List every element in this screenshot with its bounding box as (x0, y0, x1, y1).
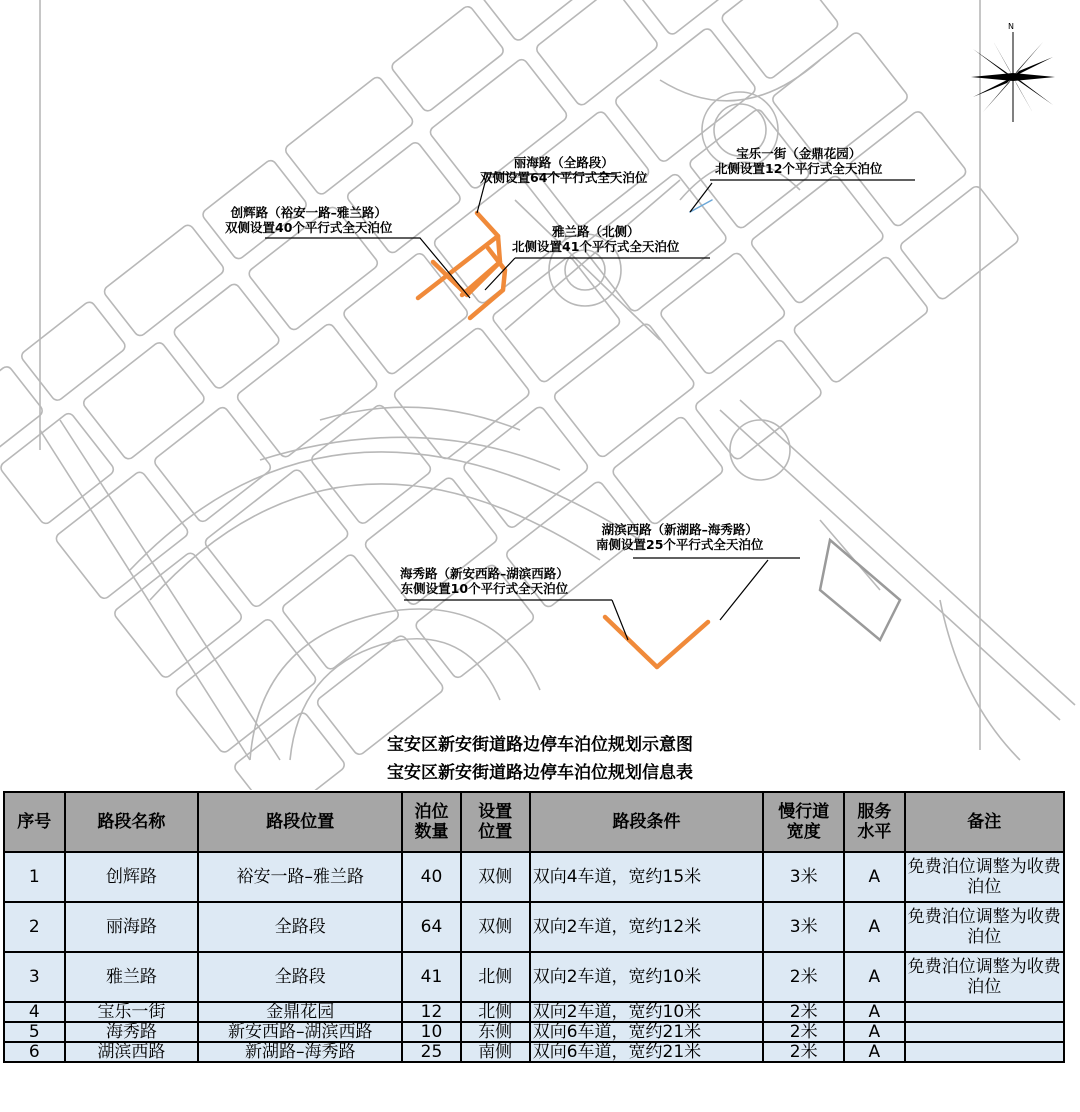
cell-road-condition: 双向6车道，宽约21米 (530, 1042, 764, 1062)
cell-index: 3 (4, 952, 65, 1002)
cell-remarks: 免费泊位调整为收费泊位 (905, 852, 1064, 902)
table-row (4, 852, 1064, 902)
callout-line1: 丽海路（全路段） (513, 155, 614, 170)
callout-yalan-road (512, 224, 679, 254)
callout-line1: 海秀路（新安西路–湖滨西路） (400, 566, 569, 581)
cell-road-name: 创辉路 (65, 852, 199, 902)
cell-remarks (905, 1042, 1064, 1062)
header-road-location: 路段位置 (198, 792, 402, 852)
cell-slow-lane-width: 2米 (763, 1042, 844, 1062)
cell-index: 4 (4, 1002, 65, 1022)
callout-line1: 宝乐一街（金鼎花园） (736, 146, 862, 161)
cell-space-count: 10 (402, 1022, 460, 1042)
table-row (4, 952, 1064, 1002)
cell-road-name: 宝乐一街 (65, 1002, 199, 1022)
header-slow-lane-width (763, 792, 844, 852)
cell-space-count: 25 (402, 1042, 460, 1062)
cell-remarks: 免费泊位调整为收费泊位 (905, 952, 1064, 1002)
header-remarks: 备注 (905, 792, 1064, 852)
cell-space-count: 41 (402, 952, 460, 1002)
cell-slow-lane-width: 3米 (763, 902, 844, 952)
cell-road-location: 金鼎花园 (198, 1002, 402, 1022)
cell-remarks (905, 1022, 1064, 1042)
cell-index: 6 (4, 1042, 65, 1062)
table-header-row (4, 792, 1064, 852)
cell-slow-lane-width: 3米 (763, 852, 844, 902)
callout-line2: 东侧设置10个平行式全天泊位 (400, 581, 569, 596)
header-text: 设置 (478, 802, 513, 822)
cell-space-count: 40 (402, 852, 460, 902)
cell-slow-lane-width: 2米 (763, 952, 844, 1002)
table-row (4, 1002, 1064, 1022)
callout-baole-1st-street (715, 146, 882, 176)
cell-service-level: A (844, 1042, 905, 1062)
cell-road-condition: 双向2车道，宽约10米 (530, 952, 764, 1002)
cell-index: 1 (4, 852, 65, 902)
cell-space-count: 12 (402, 1002, 460, 1022)
cell-placement: 东侧 (461, 1022, 530, 1042)
cell-remarks (905, 1002, 1064, 1022)
cell-placement: 双侧 (461, 852, 530, 902)
cell-road-name: 雅兰路 (65, 952, 199, 1002)
cell-road-condition: 双向6车道，宽约21米 (530, 1022, 764, 1042)
cell-road-location: 新安西路–湖滨西路 (198, 1022, 402, 1042)
callout-line2: 双侧设置64个平行式全天泊位 (480, 170, 648, 185)
callout-line2: 北侧设置41个平行式全天泊位 (512, 239, 680, 254)
haixiu-road-segment (605, 617, 657, 667)
cell-service-level: A (844, 1022, 905, 1042)
cell-road-location: 全路段 (198, 902, 402, 952)
header-text: 服务 (857, 802, 892, 822)
header-placement (461, 792, 530, 852)
cell-service-level: A (844, 852, 905, 902)
header-space-count (402, 792, 460, 852)
cell-slow-lane-width: 2米 (763, 1022, 844, 1042)
table-row (4, 902, 1064, 952)
cell-slow-lane-width: 2米 (763, 1002, 844, 1022)
cell-road-name: 海秀路 (65, 1022, 199, 1042)
callout-line1: 雅兰路（北侧） (551, 224, 640, 239)
callout-line2: 双侧设置40个平行式全天泊位 (225, 220, 393, 235)
header-text: 宽度 (786, 822, 821, 842)
cell-placement: 双侧 (461, 902, 530, 952)
header-text: 位置 (478, 822, 513, 842)
parking-info-table (3, 791, 1065, 1063)
cell-road-condition: 双向2车道，宽约12米 (530, 902, 764, 952)
cell-service-level: A (844, 902, 905, 952)
header-text: 数量 (414, 822, 449, 842)
header-road-condition: 路段条件 (530, 792, 764, 852)
cell-index: 5 (4, 1022, 65, 1042)
table-title: 宝安区新安街道路边停车泊位规划信息表 (387, 763, 693, 783)
header-text: 泊位 (414, 802, 449, 822)
cell-road-location: 裕安一路–雅兰路 (198, 852, 402, 902)
header-text: 水平 (857, 822, 892, 842)
map-title: 宝安区新安街道路边停车泊位规划示意图 (387, 735, 693, 755)
baole-1st-street-segment (690, 200, 712, 212)
cell-road-location: 新湖路–海秀路 (198, 1042, 402, 1062)
callout-line2: 南侧设置25个平行式全天泊位 (596, 537, 764, 552)
header-index: 序号 (4, 792, 65, 852)
table-row (4, 1042, 1064, 1062)
cell-index: 2 (4, 902, 65, 952)
table-body (4, 852, 1064, 1062)
cell-service-level: A (844, 1002, 905, 1022)
cell-placement: 南侧 (461, 1042, 530, 1062)
callout-chuanghui-road (225, 205, 392, 235)
header-road-name: 路段名称 (65, 792, 199, 852)
cell-remarks: 免费泊位调整为收费泊位 (905, 902, 1064, 952)
header-text: 慢行道 (778, 802, 830, 822)
callout-hubin-west-road (596, 522, 763, 552)
cell-placement: 北侧 (461, 1002, 530, 1022)
cell-space-count: 64 (402, 902, 460, 952)
north-label: N (1008, 22, 1014, 31)
callout-lihai-road (480, 155, 647, 185)
hubin-west-road-segment (657, 622, 708, 667)
callout-line1: 创辉路（裕安一路–雅兰路） (230, 205, 387, 220)
cell-road-name: 丽海路 (65, 902, 199, 952)
cell-road-location: 全路段 (198, 952, 402, 1002)
compass-rose (971, 32, 1055, 122)
cell-road-condition: 双向4车道，宽约15米 (530, 852, 764, 902)
cell-road-name: 湖滨西路 (65, 1042, 199, 1062)
cell-road-condition: 双向2车道，宽约10米 (530, 1002, 764, 1022)
table-row (4, 1022, 1064, 1042)
cell-placement: 北侧 (461, 952, 530, 1002)
callout-line1: 湖滨西路（新湖路–海秀路） (601, 522, 758, 537)
callout-line2: 北侧设置12个平行式全天泊位 (715, 161, 883, 176)
callout-haixiu-road (400, 566, 569, 596)
header-service-level (844, 792, 905, 852)
cell-service-level: A (844, 952, 905, 1002)
